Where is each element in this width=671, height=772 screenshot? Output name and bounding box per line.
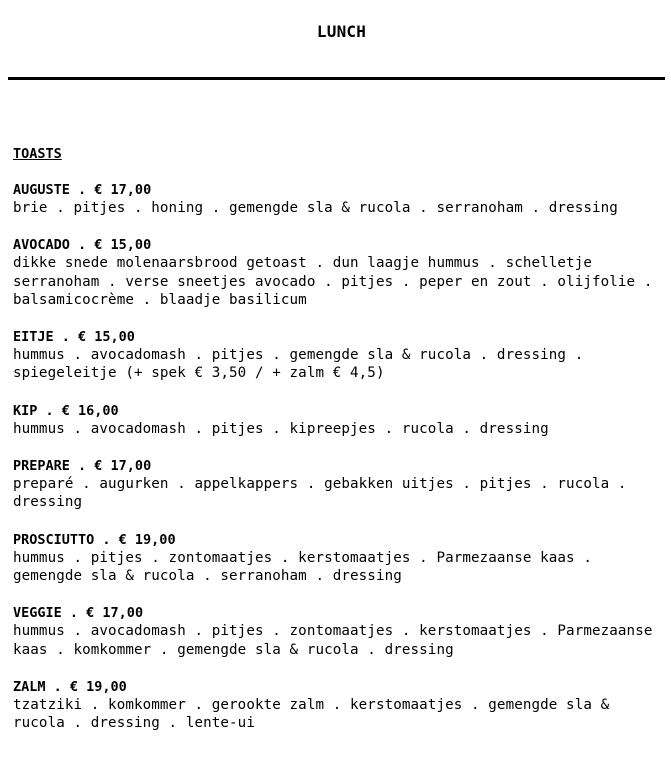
menu-item-description: hummus . avocadomash . pitjes . zontomaatjes . kerstomaatjes . Parmezaanse kaas . komkommer . gemengde sla & rucola . dressing bbox=[13, 623, 653, 658]
menu-item-description: dikke snede molenaarsbrood getoast . dun laagje hummus . schelletje serranoham . verse sneetjes avocado . pitjes . peper en zout . olijfolie . balsamicocrème . blaadje basilicum bbox=[13, 255, 653, 308]
menu-item bbox=[13, 236, 658, 309]
menu-item-header bbox=[13, 457, 658, 475]
menu-item-name: PROSCIUTTO bbox=[13, 531, 95, 548]
menu-item-description: preparé . augurken . appelkappers . gebakken uitjes . pitjes . rucola . dressing bbox=[13, 476, 627, 511]
menu-item-price: € 19,00 bbox=[118, 531, 176, 548]
menu-item-header bbox=[13, 531, 658, 549]
menu-item-name: ZALM bbox=[13, 678, 46, 695]
menu-item-separator: . bbox=[45, 678, 70, 695]
menu-item-header bbox=[13, 328, 658, 346]
menu-item-separator: . bbox=[94, 531, 119, 548]
menu-item-header bbox=[13, 604, 658, 622]
menu-item bbox=[13, 457, 658, 512]
menu-item-description: brie . pitjes . honing . gemengde sla & rucola . serranoham . dressing bbox=[13, 200, 618, 216]
page-title: LUNCH bbox=[316, 22, 367, 41]
menu-item-price: € 16,00 bbox=[61, 402, 119, 419]
toasts-section bbox=[13, 143, 658, 751]
menu-item-name: KIP bbox=[13, 402, 38, 419]
menu-item-separator: . bbox=[53, 329, 79, 346]
menu-item-name: AVOCADO bbox=[13, 237, 70, 254]
menu-item-price: € 17,00 bbox=[94, 458, 152, 475]
menu-item-header bbox=[13, 181, 658, 199]
menu-item-separator: . bbox=[69, 237, 95, 254]
section-title: TOASTS bbox=[13, 146, 62, 162]
menu-item-price: € 19,00 bbox=[69, 678, 127, 695]
menu-item-separator: . bbox=[37, 402, 62, 419]
menu-item-price: € 17,00 bbox=[94, 182, 152, 198]
menu-item-price: € 15,00 bbox=[78, 329, 135, 346]
menu-item-name: VEGGIE bbox=[13, 605, 62, 622]
menu-item-description: hummus . avocadomash . pitjes . gemengde sla & rucola . dressing . spiegeleitje (+ spek € 3,50 / + zalm € 4,5) bbox=[13, 347, 584, 382]
menu-item-price: € 15,00 bbox=[94, 237, 152, 254]
title-divider bbox=[8, 77, 665, 80]
menu-item-name: EITJE bbox=[13, 329, 54, 346]
menu-item-header bbox=[13, 236, 658, 254]
menu-item bbox=[13, 181, 658, 217]
menu-item bbox=[13, 531, 658, 586]
menu-item-header bbox=[13, 678, 658, 696]
menu-item-description: hummus . avocadomash . pitjes . kipreepjes . rucola . dressing bbox=[13, 420, 549, 437]
menu-item-name: AUGUSTE bbox=[13, 182, 70, 198]
menu-item-separator: . bbox=[61, 605, 87, 622]
menu-item-list bbox=[13, 181, 658, 732]
menu-item-separator: . bbox=[69, 182, 95, 198]
menu-item-description: hummus . pitjes . zontomaatjes . kerstomaatjes . Parmezaanse kaas . gemengde sla & rucola . serranoham . dressing bbox=[13, 549, 592, 584]
menu-item-price: € 17,00 bbox=[86, 605, 144, 622]
menu-item-description: tzatziki . komkommer . gerookte zalm . kerstomaatjes . gemengde sla & rucola . dressing . lente-ui bbox=[13, 696, 610, 732]
menu-item-separator: . bbox=[69, 458, 95, 475]
menu-item bbox=[13, 402, 658, 438]
menu-item bbox=[13, 604, 658, 659]
menu-item-header bbox=[13, 402, 658, 420]
menu-item bbox=[13, 328, 658, 383]
menu-item bbox=[13, 678, 658, 733]
menu-item-name: PREPARE bbox=[13, 458, 70, 475]
